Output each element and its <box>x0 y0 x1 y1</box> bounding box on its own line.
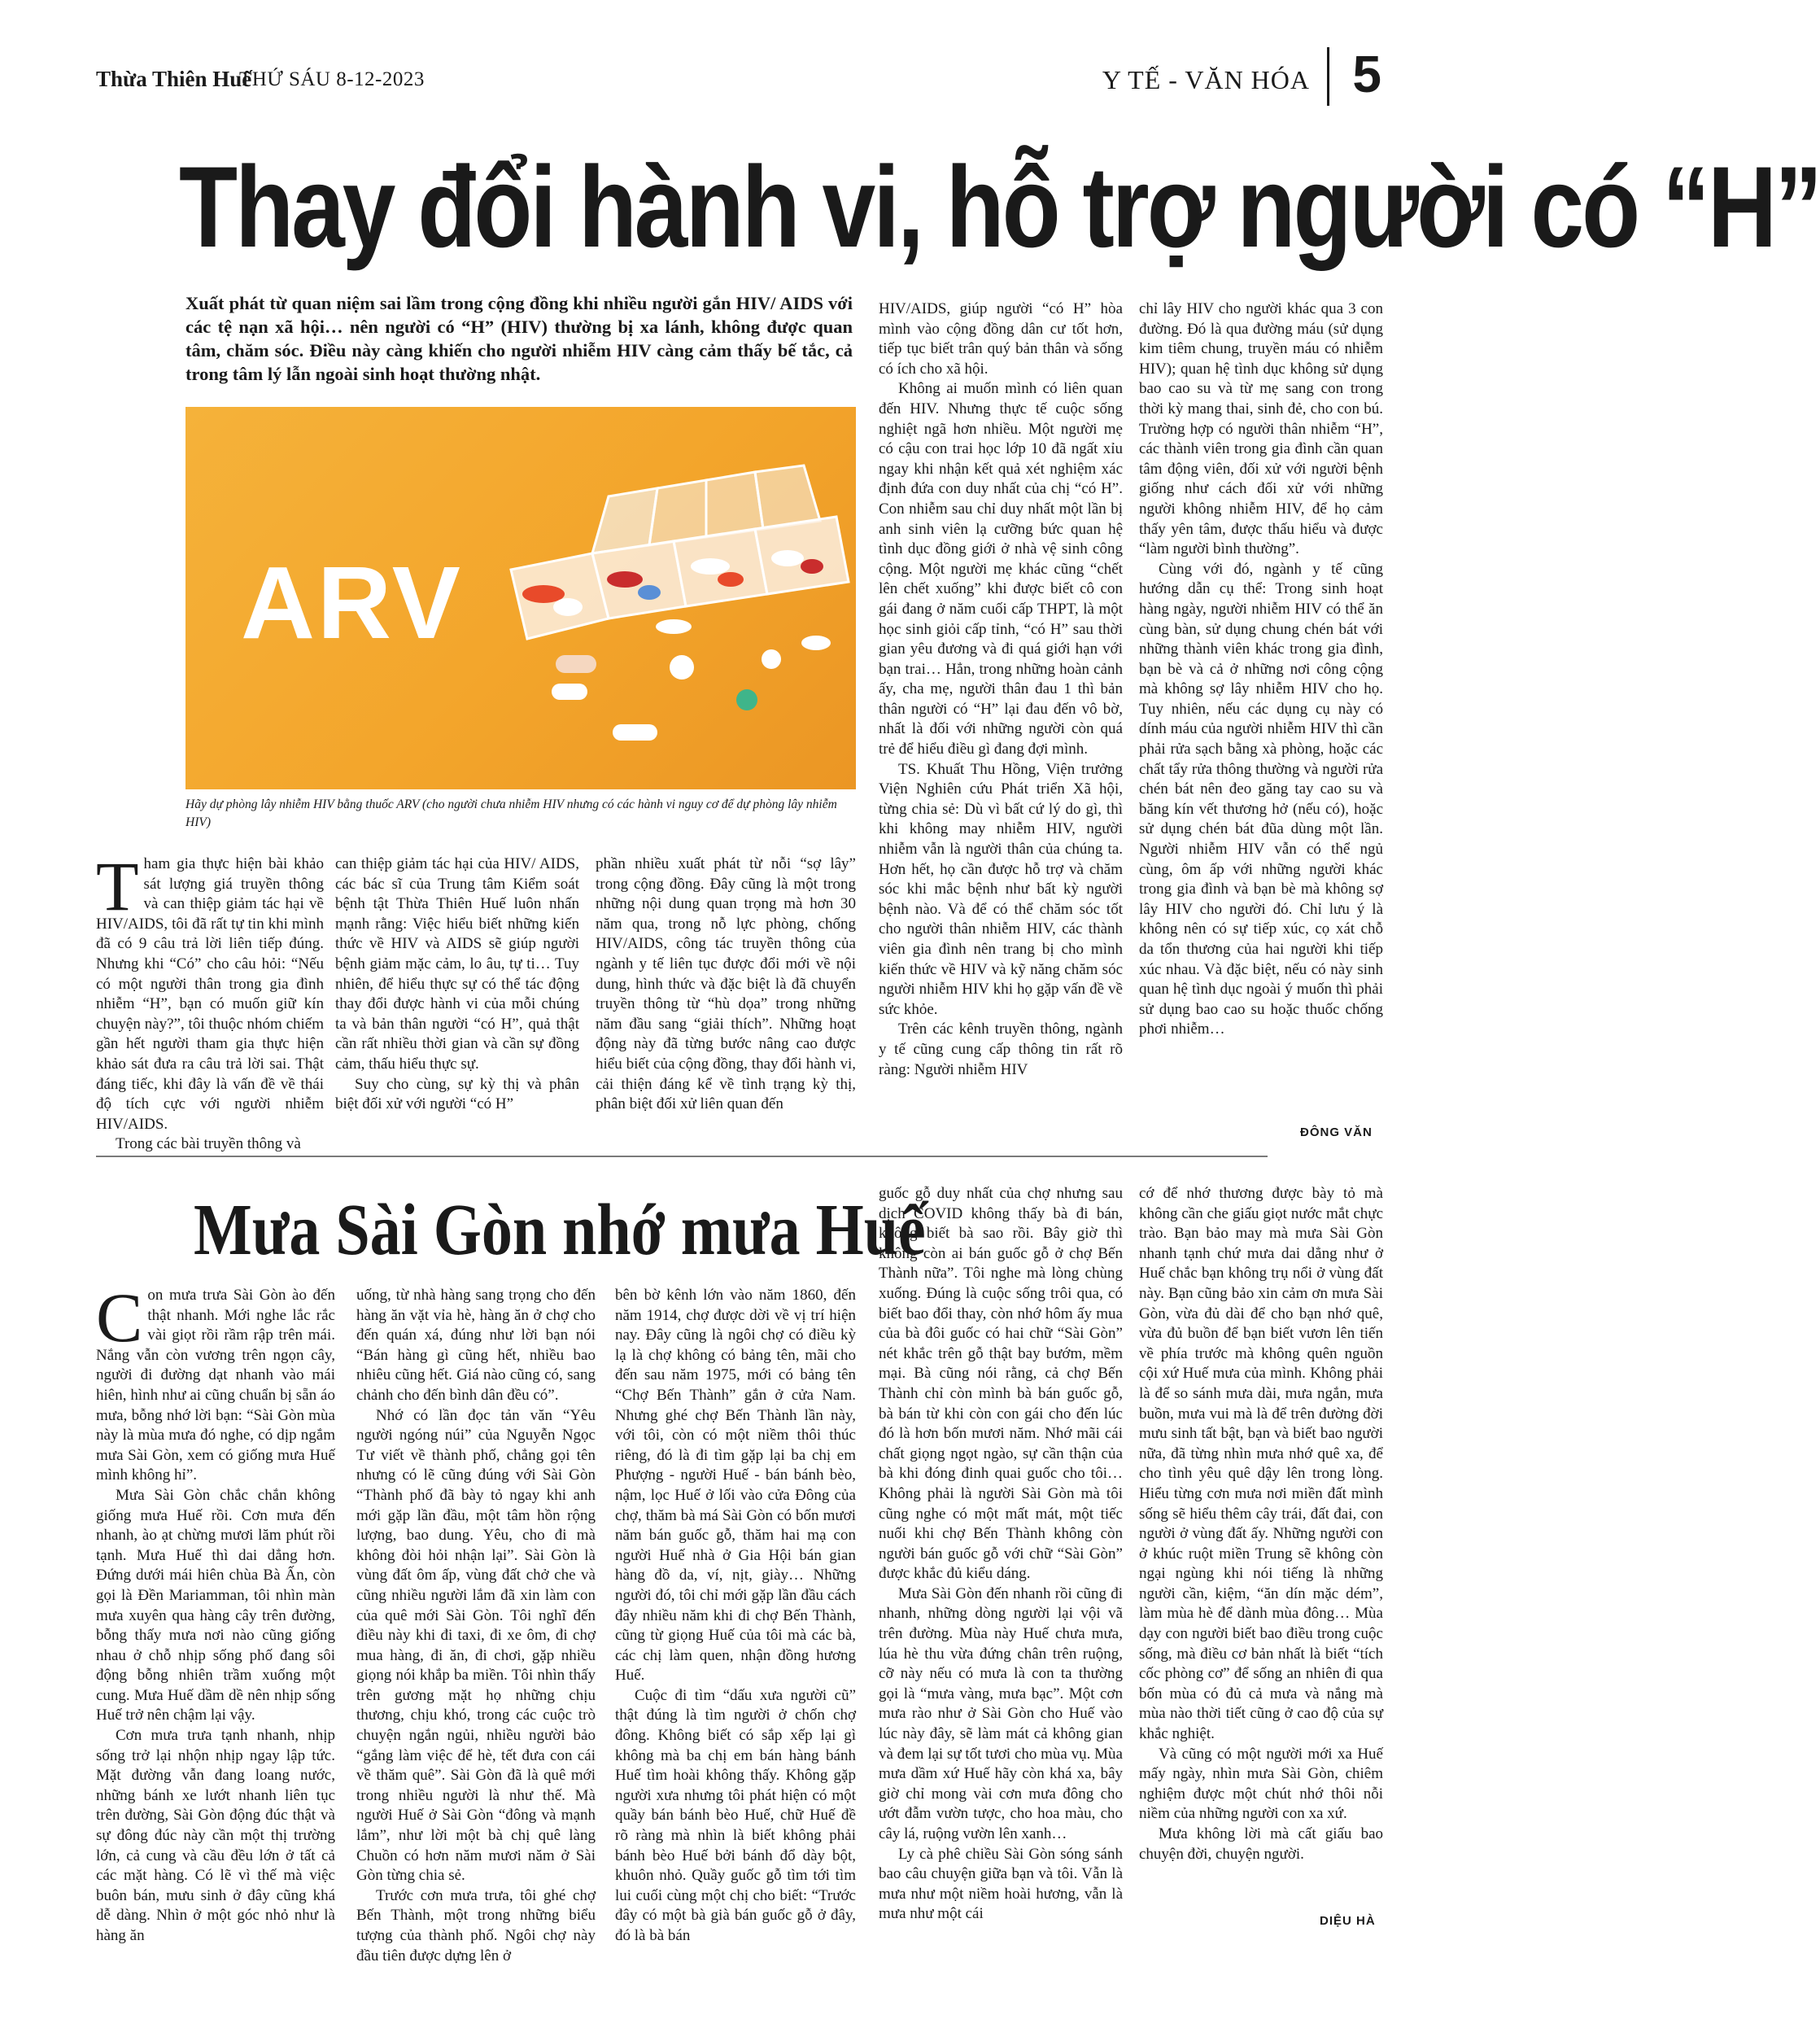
article1-paragraph: Cùng với đó, ngành y tế cũng hướng dẫn cụ thể: Trong sinh hoạt hàng ngày, người nhiễm HIV có thể ăn cùng bàn, sử dụng chung chén bát với những thành viên khác trong gia đình, bạn bè và cả ở những nơi công cộng mà không sợ lây nhiễm HIV cho họ. Tuy nhiên, nếu các dụng cụ này có dính máu của người nhiễm HIV thì cần phải rửa sạch bằng xà phòng, hoặc các chất tẩy rửa thông thường và người rửa chén bát nên đeo găng tay cao su và băng kín vết thương hở (nếu có), hoặc sử dụng chén bát đũa dùng một lần. Người nhiễm HIV vẫn có thể ngủ cùng, ôm ấp với những người khác trong gia đình và bạn bè mà không sợ lây HIV cho người đó. Chỉ lưu ý là không nên có sự tiếp xúc, cọ xát chỗ da tổn thương của hai người khi tiếp xúc nhau. Và đặc biệt, nếu có này sinh quan hệ tình dục ngoài ý muốn thì phải sử dụng bao cao su hoặc thuốc chống phơi nhiễm… <box>1139 560 1383 1038</box>
photo-arv-text: ARV <box>241 545 463 660</box>
article1-paragraph: phần nhiều xuất phát từ nỗi “sợ lây” trong cộng đồng. Đây cũng là một trong những nội dung quan trọng mà hơn 30 năm qua, trong nỗ lực phòng, chống HIV/AIDS, công tác truyền thông của ngành y tế liên tục được đổi mới về nội dung, hình thức và đặc biệt là đã chuyển truyền thông từ “hù dọa” trong những năm đầu sang “giải thích”. Những hoạt động này đã từng bước nâng cao được hiểu biết của cộng đồng, thay đổi hành vi, cải thiện đáng kể về tình trạng kỳ thị, phân biệt đối xử liên quan đến <box>596 855 856 1113</box>
article1-dropcap: T <box>96 847 139 925</box>
article2-paragraph: Mưa Sài Gòn chắc chắn không giống mưa Huế rồi. Cơn mưa đến nhanh, ào ạt chừng mươi lăm phút rồi tạnh. Mưa Huế thì dai dẳng hơn. Đứng dưới mái hiên chùa Bà Ấn, còn gọi là Đền Mariamman, tôi nhìn màn mưa xuyên qua hàng cây trên đường, bỗng thấy mưa nơi nào cũng giống nhau ở chỗ nhịp sống phố đang sôi động bỗng nhiên trầm xuống một cung. Mưa Huế dầm dề nên nhịp sống Huế trở nên chậm lại vậy. <box>96 1486 335 1724</box>
section-name: Y TẾ - VĂN HÓA <box>1102 65 1310 94</box>
article2-dropcap: C <box>96 1278 143 1357</box>
article2-paragraph: cớ để nhớ thương được bày tỏ mà không cần che giấu giọt nước mắt chực trào. Bạn bảo may mà mưa Sài Gòn nhanh tạnh chứ mưa dai dẳng như ở Huế chắc bạn không trụ nổi ở vùng đất này. Bạn cũng bảo xin cảm ơn mưa Sài Gòn, vừa đủ dài để cho bạn nhớ quê, vừa đủ buồn để bạn biết vươn lên tiến về phía trước mà không quên nguồn cội xứ Huế mưa của mình. Không phải là để so sánh mưa dài, mưa ngắn, mưa buồn, mưa vui mà là để trên đường đời mưu sinh tất bật, bạn và biết bao người nữa, đã từng nhìn mưa nhớ quê xa, để cho tình yêu quê dậy lên trong lòng. Hiểu từng cơn mưa nơi miền đất mình sống sẽ hiểu thêm cây trái, đất đai, con người ở vùng đất ấy. Những người con ở khúc ruột miền Trung sẽ không còn ngại ngùng khi nói tiếng là những người cần, kiệm, “ăn dín mặc dém”, làm mùa hè để dành mùa đông… Mùa dạy con người biết bao điều trong cuộc sống, mà điều cơ bản nhất là biết “tích cốc phòng cơ” để sống an nhiên đi qua bốn mùa có đủ cả mưa và nắng mà mùa nào thời tiết cũng ở cao độ của sự khắc nghiệt. <box>1139 1185 1383 1743</box>
article2-byline: DIỆU HÀ <box>1320 1914 1376 1928</box>
article2-paragraph: Mưa Sài Gòn đến nhanh rồi cũng đi nhanh, những dòng người lại vội vã trên đường. Mùa này Huế chưa mưa, lúa hè thu vừa đứng chân trên ruộng, cỡ này nếu có mưa là con ta thường gọi là “mưa vàng, mưa bạc”. Một cơn mưa rào như ở Sài Gòn cho Huế vào lúc này đây, sẽ làm mát cả không gian và đem lại sự tốt tươi cho mùa vụ. Mùa mưa dầm xứ Huế hãy còn khá xa, bây giờ chỉ mong vài cơn mưa đông cho ướt đẫm vườn tược, cho hoa màu, cho cây lá, ruộng vườn lên xanh… <box>879 1584 1123 1842</box>
article2-paragraph: Trước cơn mưa trưa, tôi ghé chợ Bến Thành, một trong những biểu tượng của thành phố. Ngôi chợ này đầu tiên được dựng lên ở <box>356 1886 596 1964</box>
article2-paragraph: uống, từ nhà hàng sang trọng cho đến hàng ăn vặt vỉa hè, hàng ăn ở chợ cho đến quán xá, đúng như lời bạn nói “Bán hàng gì cũng hết, nhiều bao nhiêu cũng hết. Giá nào cũng có, sang chảnh cho đến bình dân đều có”. <box>356 1287 596 1404</box>
article1-photo <box>185 407 856 789</box>
article1-column-4 <box>879 299 1123 1080</box>
newspaper-name: Thừa Thiên Huế <box>96 67 252 91</box>
article2-paragraph: guốc gỗ duy nhất của chợ nhưng sau dịch COVID không thấy bà đi bán, không biết bà sao rồi. Bây giờ thì không còn ai bán guốc gỗ ở chợ Bến Thành nữa”. Tôi nghe mà lòng chùng xuống. Đúng là cuộc sống trôi qua, có biết bao đổi thay, còn nhớ hôm ấy mua của bà đôi guốc có hai chữ “Sài Gòn” nét khắc trên gỗ thật bay bướm, mềm mại. Bà cũng nói rằng, cả chợ Bến Thành chỉ còn mình bà bán guốc gỗ, bà bán từ khi còn con gái cho đến lúc đó là hơn bốn mươi năm. Nhớ mãi cái chất giọng ngọt ngào, sự cần thận của bà khi đóng đinh quai guốc cho tôi… Không phải là người Sài Gòn mà tôi cũng nghe có một mất mát, một tiếc nuối khi chợ Bến Thành không còn người bán guốc gỗ với chữ “Sài Gòn” được khắc đủ kiểu dáng. <box>879 1185 1123 1583</box>
article1-byline: ĐÔNG VĂN <box>1300 1125 1373 1139</box>
article1-paragraph: Trên các kênh truyền thông, ngành y tế cũng cung cấp thông tin rất rõ ràng: Người nhiễm HIV <box>879 1020 1123 1078</box>
article2-column-1 <box>96 1278 335 1947</box>
article1-paragraph: Tham gia thực hiện bài khảo sát lượng giá truyền thông và can thiệp giảm tác hại về HIV/AIDS, tôi đã rất tự tin khi mình đã có 9 câu trả lời liên tiếp đúng. Nhưng khi “Có” cho câu hỏi: “Nếu có một người thân trong gia đình nhiễm “H”, bạn có muốn giữ kín chuyện này?”, tôi thuộc nhóm chiếm gần hết người tham gia thực hiện khảo sát đưa ra câu trả lời sai. Thật đáng tiếc, khi đây là vấn đề về thái độ tích cực với người nhiễm HIV/AIDS. <box>96 847 324 1133</box>
article1-photo-caption: Hãy dự phòng lây nhiễm HIV bằng thuốc ARV (cho người chưa nhiễm HIV nhưng có các hành vi nguy cơ để dự phòng lây nhiễm HIV) <box>185 798 837 829</box>
article1-paragraph: Suy cho cùng, sự kỳ thị và phân biệt đối xử với người “có H” <box>335 1075 579 1113</box>
pill-organizer-illustration <box>185 407 856 789</box>
article1-column-5 <box>1139 299 1383 1040</box>
article1-column-3 <box>596 854 856 1115</box>
page-number-divider <box>1327 47 1329 106</box>
article2-title: Mưa Sài Gòn nhớ mưa Huế <box>194 1190 926 1271</box>
article1-title: Thay đổi hành vi, hỗ trợ người có “H” <box>179 142 1820 273</box>
article1-paragraph: Trong các bài truyền thông và <box>116 1135 301 1153</box>
article2-paragraph: Cuộc đi tìm “dấu xưa người cũ” thật đúng là tìm người ở chốn chợ đông. Không biết có sắp xếp lại gì không mà ba chị em bán hàng bánh Huế tìm hoài không thấy. Không gặp người xưa nhưng tôi phát hiện có một quầy bán bánh bèo Huế, chữ Huế đề rõ ràng mà nhìn là biết không phải bánh bèo Huế bởi bánh đổ dày bột, khuôn nhỏ. Quầy guốc gỗ tìm tới tìm lui cuối cùng một chị cho biết: “Trước đây có một bà già bán guốc gỗ ở đây, đó là bà bán <box>615 1686 856 1944</box>
page-header <box>96 45 1381 103</box>
article2-column-4 <box>879 1184 1123 1925</box>
issue-date: THỨ SÁU 8-12-2023 <box>239 68 425 90</box>
article2-column-5 <box>1139 1184 1383 1864</box>
article1-column-2 <box>335 854 579 1115</box>
article2-paragraph: Cơn mưa trưa tạnh nhanh, nhịp sống trở lại nhộn nhịp ngay lập tức. Mặt đường vẫn đang loang nước, những bánh xe lướt nhanh liên tục trên đường, Sài Gòn động đúc thật và sự đông đúc này cần một thị trường lớn, cả cung và cầu đều lớn ở tất cả các mặt hàng. Có lẽ vì thế mà việc buôn bán, mưu sinh ở đây cũng khá dễ dàng. Nhìn ở một góc nhỏ như là hàng ăn <box>96 1727 335 1944</box>
article2-paragraph: Mưa không lời mà cất giấu bao chuyện đời, chuyện người. <box>1139 1825 1383 1863</box>
article2-column-2 <box>356 1286 596 1966</box>
article2-paragraph: Nhớ có lần đọc tản văn “Yêu người ngóng núi” của Nguyễn Ngọc Tư viết về thành phố, chẳng gọi tên nhưng có lẽ cũng đúng với Sài Gòn “Thành phố đã bày tỏ ngay khi anh mới gặp lần đầu, một tâm hồn rộng lượng, bao dung. Yêu, cho đi mà không đòi hỏi nhận lại”. Sài Gòn là vùng đất ôm ấp, vùng đất chở che và cũng nhiều người lắm đã xin làm con của quê mới Sài Gòn. Tôi nghĩ đến điều này khi đi taxi, đi xe ôm, đi chợ mua hàng, đi ăn, đi chơi, gặp nhiều giọng nói khắp ba miền. Tôi nhìn thấy trên gương mặt họ những chịu thương, chịu khó, trong các cuộc trò chuyện ngắn ngủi, nhiều người bảo “gắng làm việc để hè, tết đưa con cái về thăm quê”. Sài Gòn đã là quê mới trong nhiều người là như thế. Mà người Huế ở Sài Gòn “đông và mạnh lắm”, như lời một bà chị quê làng Chuồn có hơn năm mươi năm ở Sài Gòn từng chia sẻ. <box>356 1406 596 1885</box>
article1-paragraph: Không ai muốn mình có liên quan đến HIV. Nhưng thực tế cuộc sống nghiệt ngã hơn nhiều. Một người mẹ có cậu con trai học lớp 10 đã ngất xỉu ngay khi nhận kết quả xét nghiệm xác định đứa con duy nhất của chị “có H”. Con nhiễm sau chỉ duy nhất một lần bị anh sinh viên lạ cưỡng bức quan hệ tình dục đồng giới ở nhà vệ sinh công cộng. Một người mẹ khác cũng “chết lên chết xuống” khi được biết cô con gái đang ở năm cuối cấp THPT, là một học sinh giỏi cấp tỉnh, “có H” sau thời gian yêu đương và đi quá giới hạn với bạn trai… Hẳn, trong những hoàn cảnh ấy, cha mẹ, người thân đau 1 thì bản thân người có “H” lại đau đến vô bờ, nhất là đối với những người còn quá trẻ để hiểu điều gì đang đợi mình. <box>879 380 1123 758</box>
article1-lede: Xuất phát từ quan niệm sai lầm trong cộng đồng khi nhiều người gắn HIV/ AIDS với các tệ nạn xã hội… nên người có “H” (HIV) thường bị xa lánh, không được quan tâm, chăm sóc. Điều này càng khiến cho người nhiễm HIV càng cảm thấy bế tắc, cả trong tâm lý lẫn ngoài sinh hoạt thường nhật. <box>185 293 853 384</box>
article1-paragraph: TS. Khuất Thu Hồng, Viện trưởng Viện Nghiên cứu Phát triển Xã hội, từng chia sẻ: Dù vì bất cứ lý do gì, thì khi không may nhiễm HIV, người nhiễm vẫn là người thân của chúng ta. Hơn hết, họ cần được hỗ trợ và chăm sóc khi mắc bệnh như bất kỳ người bệnh nào. Và để có thể chăm sóc tốt cho người thân nhiễm HIV, các thành viên gia đình nên trang bị cho mình kiến thức về HIV và kỹ năng chăm sóc người nhiễm HIV khi họ gặp vấn đề về sức khỏe. <box>879 760 1123 1018</box>
article1-paragraph: can thiệp giảm tác hại của HIV/ AIDS, các bác sĩ của Trung tâm Kiểm soát bệnh tật Thừa Thiên Huế luôn nhấn mạnh rằng: Việc hiểu biết những kiến thức về HIV và AIDS sẽ giúp người bệnh giảm mặc cảm, lo âu, tự ti… Tuy nhiên, để hiểu thực sự có thể tác động thay đổi được hành vi của mỗi chúng ta và bản thân người “có H”, quả thật cần rất nhiều thời gian và cần sự đồng cảm, thấu hiểu thực sự. <box>335 855 579 1073</box>
article2-paragraph: Và cũng có một người mới xa Huế mấy ngày, nhìn mưa Sài Gòn, chiêm nghiệm được một chút nhớ thôi nỗi niềm của những người con xa xứ. <box>1139 1745 1383 1823</box>
page-number: 5 <box>1352 45 1381 103</box>
article1-column-1 <box>96 847 324 1155</box>
article2-column-3 <box>615 1286 856 1947</box>
article2-paragraph: Ly cà phê chiều Sài Gòn sóng sánh bao câu chuyện giữa bạn và tôi. Vẫn là mưa như một niềm hoài hương, vẫn là mưa như một cái <box>879 1845 1123 1923</box>
article1-paragraph: chỉ lây HIV cho người khác qua 3 con đường. Đó là qua đường máu (sử dụng kim tiêm chung, truyền máu có nhiễm HIV); quan hệ tình dục không sử dụng bao cao su và từ mẹ sang con trong thời kỳ mang thai, sinh đẻ, cho con bú. Trường hợp có người thân nhiễm “H”, các thành viên trong gia đình cần quan tâm động viên, đối xử với người bệnh giống như cách đối xử với những người không nhiễm HIV, để họ cảm thấy yên tâm, được thấu hiểu và được “làm người bình thường”. <box>1139 300 1383 558</box>
article1-paragraph: HIV/AIDS, giúp người “có H” hòa mình vào cộng đồng dân cư tốt hơn, tiếp tục biết trân quý bản thân và sống có ích cho xã hội. <box>879 300 1123 378</box>
article2-paragraph: bên bờ kênh lớn vào năm 1860, đến năm 1914, chợ được dời về vị trí hiện nay. Đây cũng là ngôi chợ có điều kỳ lạ là chợ không có bảng tên, mãi cho đến sau năm 1975, mới có bảng tên “Chợ Bến Thành” gắn ở cửa Nam. Nhưng ghé chợ Bến Thành lần này, với tôi, còn có một niềm thôi thúc riêng, đó là đi tìm gặp lại ba chị em Phượng - người Huế - bán bánh bèo, nậm, lọc Huế ở lối vào cửa Đông của chợ, thăm bà má Sài Gòn có bốn mươi năm bán guốc gỗ, thăm hai mạ con người Huế nhà ở Gia Hội bán gian hàng đồ da, ví, nịt, giày… Những người đó, tôi chỉ mới gặp lần đầu cách đây nhiều năm khi đi chợ Bến Thành, cũng từ giọng Huế của tôi mà các bà, các chị làm quen, nhận đồng hương Huế. <box>615 1287 856 1685</box>
article-divider <box>96 1156 1268 1157</box>
article2-paragraph: Con mưa trưa Sài Gòn ào đến thật nhanh. Mới nghe lắc rắc vài giọt rồi rầm rập trên mái. Nắng vẫn còn vương trên ngọn cây, người đi đường dạt nhanh vào mái hiên, hình như ai cũng chuẩn bị sẵn áo mưa, bỗng nhớ lời bạn: “Sài Gòn mùa này là mùa mưa đó nghe, có dịp ngắm mưa Sài Gòn, xem có giống mưa Huế mình không hỉ”. <box>96 1278 335 1484</box>
